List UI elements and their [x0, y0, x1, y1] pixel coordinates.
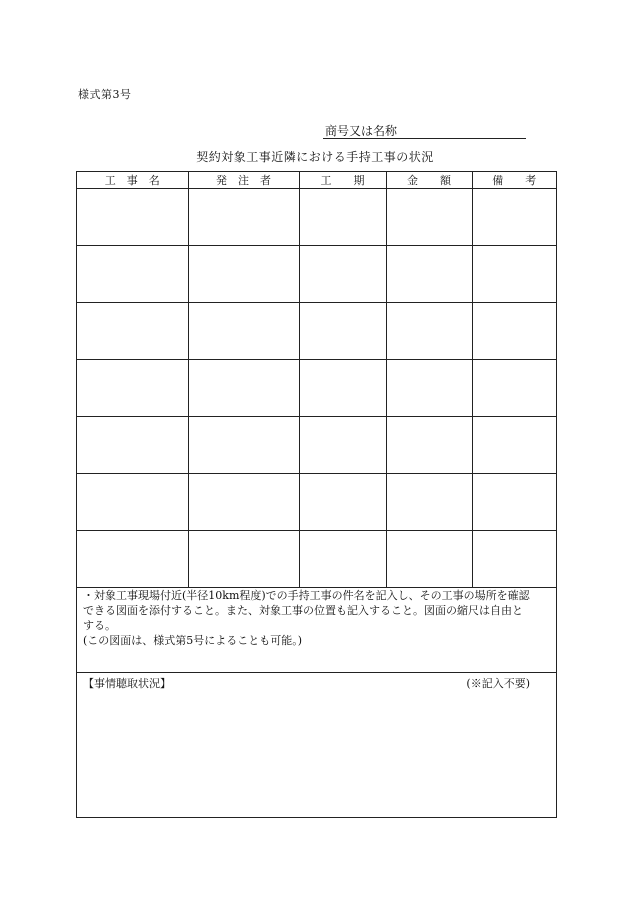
- table-row: [77, 246, 556, 303]
- table-cell[interactable]: [386, 474, 472, 531]
- table-cell[interactable]: [188, 417, 299, 474]
- table-cell[interactable]: [472, 303, 556, 360]
- table-cell[interactable]: [77, 303, 188, 360]
- table-cell[interactable]: [472, 246, 556, 303]
- hearing-status-label: 【事情聴取状況】: [83, 677, 171, 690]
- table-cell[interactable]: [188, 189, 299, 246]
- table-row: [77, 531, 556, 588]
- hearing-divider: [77, 672, 556, 673]
- table-row: [77, 360, 556, 417]
- note-line: (この図面は、様式第5号によることも可能。): [83, 634, 303, 647]
- instructions-note: [83, 588, 553, 648]
- table-cell[interactable]: [188, 360, 299, 417]
- table-cell[interactable]: [77, 246, 188, 303]
- table-cell[interactable]: [299, 246, 386, 303]
- table-header-row: [77, 172, 556, 189]
- table-cell[interactable]: [299, 360, 386, 417]
- table-cell[interactable]: [386, 531, 472, 588]
- company-name-label: 商号又は名称: [325, 124, 398, 138]
- table-cell[interactable]: [472, 474, 556, 531]
- table-cell[interactable]: [472, 189, 556, 246]
- table-cell[interactable]: [77, 474, 188, 531]
- table-cell[interactable]: [299, 417, 386, 474]
- table-cell[interactable]: [77, 189, 188, 246]
- document-title: 契約対象工事近隣における手持工事の状況: [196, 150, 434, 164]
- table-cell[interactable]: [386, 303, 472, 360]
- table-cell[interactable]: [188, 246, 299, 303]
- table-cell[interactable]: [386, 360, 472, 417]
- table-cell[interactable]: [77, 531, 188, 588]
- note-line: ・対象工事現場付近(半径10km程度)での手持工事の件名を記入し、その工事の場所を確認: [83, 589, 530, 602]
- company-name-field[interactable]: [323, 122, 526, 139]
- note-line: できる図面を添付すること。また、対象工事の位置も記入すること。図面の縮尺は自由と: [83, 604, 523, 617]
- hearing-status-remark: (※記入不要): [466, 677, 530, 690]
- header-amount: 金 額: [386, 172, 472, 189]
- form-number: 様式第3号: [78, 88, 132, 101]
- table-cell[interactable]: [472, 360, 556, 417]
- table-cell[interactable]: [77, 360, 188, 417]
- table-row: [77, 474, 556, 531]
- table-cell[interactable]: [188, 531, 299, 588]
- table-row: [77, 417, 556, 474]
- form-grid: [76, 171, 557, 818]
- note-line: する。: [83, 619, 116, 632]
- table-cell[interactable]: [472, 417, 556, 474]
- table-cell[interactable]: [188, 474, 299, 531]
- works-table: [77, 172, 556, 588]
- header-work-name: 工 事 名: [77, 172, 188, 189]
- header-remarks: 備 考: [472, 172, 556, 189]
- table-cell[interactable]: [299, 531, 386, 588]
- table-cell[interactable]: [299, 189, 386, 246]
- table-cell[interactable]: [472, 531, 556, 588]
- header-orderer: 発 注 者: [188, 172, 299, 189]
- table-cell[interactable]: [386, 417, 472, 474]
- table-cell[interactable]: [188, 303, 299, 360]
- table-row: [77, 189, 556, 246]
- header-period: 工 期: [299, 172, 386, 189]
- table-row: [77, 303, 556, 360]
- table-cell[interactable]: [386, 189, 472, 246]
- table-cell[interactable]: [386, 246, 472, 303]
- table-cell[interactable]: [299, 474, 386, 531]
- table-cell[interactable]: [77, 417, 188, 474]
- table-cell[interactable]: [299, 303, 386, 360]
